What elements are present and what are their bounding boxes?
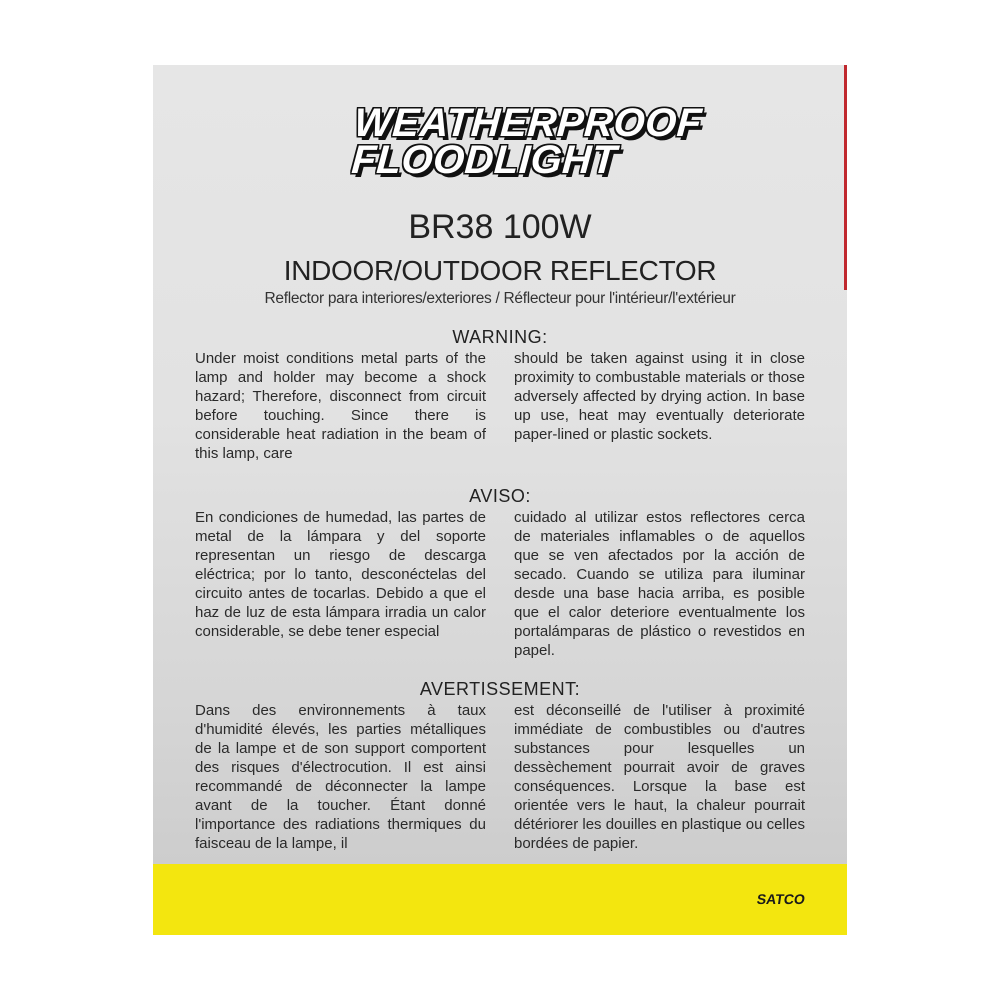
product-label-panel — [153, 65, 847, 935]
product-headline — [350, 101, 704, 182]
section-title: AVERTISSEMENT: — [419, 679, 581, 699]
brand-bar — [153, 864, 847, 935]
warning-section-spanish — [153, 486, 847, 660]
section-text-left: En condiciones de humedad, las partes de metal de la lámpara y del soporte representan un riesgo de descarga eléctrica; por lo tanto, desconéctelas del circuito antes de tocarlas. Debido a que el haz de luz de esta lámpara irradia un calor considerable, se debe tener especial — [195, 509, 486, 640]
product-subtitle: INDOOR/OUTDOOR REFLECTOR — [283, 255, 717, 286]
section-title: AVISO: — [469, 486, 531, 506]
section-text-left: Dans des environnements à taux d'humidité élevés, les parties métalliques de la lampe et de son support comportent des risques d'électrocution. Il est ainsi recommandé de déconnecter la lampe avant de la toucher. Étant donné l'importance des radiations thermiques du faisceau de la lampe, il — [195, 702, 486, 852]
satco-logo: SATCO — [755, 891, 807, 907]
product-subtitle-translations: Reflector para interiores/exteriores / Réflecteur pour l'intérieur/l'extérieur — [264, 290, 736, 307]
warning-section-french — [153, 679, 847, 853]
section-title: WARNING: — [452, 327, 548, 347]
headline-line-2: FLOODLIGHT — [350, 138, 619, 182]
section-text-right: cuidado al utilizar estos reflectores cerca de materiales inflamables o de aquellos que se ven afectados por la acción de secado. Cuando se utiliza para iluminar desde una base hacia arriba, es posible que el calor deteriore eventualmente los portalámparas de plástico o revestidos en papel. — [514, 509, 805, 659]
warning-section-english — [153, 327, 847, 463]
section-text-right: est déconseillé de l'utiliser à proximité immédiate de combustibles ou d'autres substances pour lesquelles un dessèchement pourrait avoir de graves conséquences. Lorsque la base est orientée vers le haut, la chaleur pourrait détériorer les douilles en plastique ou celles bordées de papier. — [514, 702, 805, 852]
headline-line-1: WEATHERPROOF — [352, 101, 704, 145]
section-text-left: Under moist conditions metal parts of the lamp and holder may become a shock hazard; Therefore, disconnect from circuit before touching. Since there is considerable heat radiation in the beam of this lamp, care — [195, 350, 486, 462]
model-name: BR38 100W — [408, 208, 592, 246]
section-text-right: should be taken against using it in close proximity to combustable materials or those adversely affected by drying action. In base up use, heat may eventually deteriorate paper-lined or plastic sockets. — [514, 350, 805, 443]
